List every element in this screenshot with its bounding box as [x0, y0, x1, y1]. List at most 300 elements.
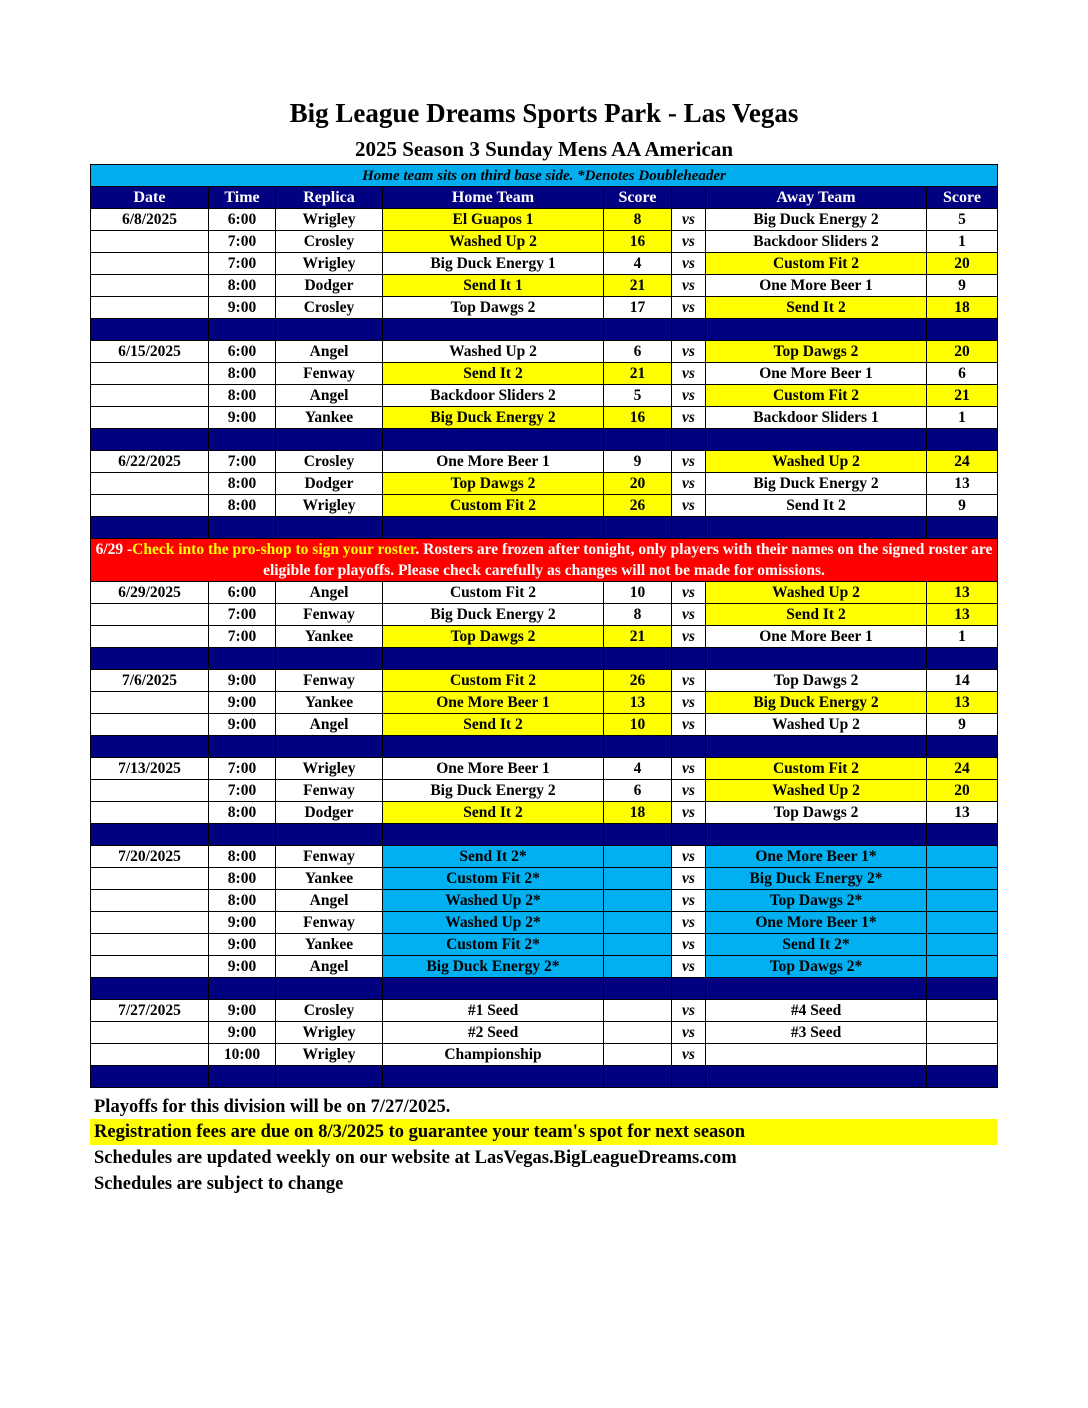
home-score: 21: [604, 275, 672, 297]
game-date: 6/29/2025: [91, 582, 209, 604]
separator-cell: [927, 648, 998, 670]
home-score: 4: [604, 758, 672, 780]
home-team: Send It 1: [383, 275, 604, 297]
home-score: 21: [604, 626, 672, 648]
game-time: 6:00: [209, 209, 276, 231]
game-date: 6/22/2025: [91, 451, 209, 473]
away-score: 13: [927, 802, 998, 824]
separator-cell: [604, 429, 672, 451]
field-replica: Wrigley: [276, 1044, 383, 1066]
separator-cell: [383, 824, 604, 846]
home-score: 18: [604, 802, 672, 824]
separator-cell: [927, 319, 998, 341]
separator-cell: [672, 1066, 706, 1088]
away-team: Big Duck Energy 2*: [706, 868, 927, 890]
home-score: [604, 868, 672, 890]
separator-cell: [706, 319, 927, 341]
change-note: Schedules are subject to change: [94, 1174, 344, 1194]
game-date: [91, 934, 209, 956]
home-team: Washed Up 2*: [383, 912, 604, 934]
separator-cell: [604, 1066, 672, 1088]
game-row: [91, 209, 998, 231]
away-team: Big Duck Energy 2: [706, 692, 927, 714]
away-team: Top Dawgs 2: [706, 341, 927, 363]
away-score: 14: [927, 670, 998, 692]
separator-cell: [91, 429, 209, 451]
field-replica: Yankee: [276, 407, 383, 429]
home-score: 9: [604, 451, 672, 473]
away-team: One More Beer 1: [706, 275, 927, 297]
home-score: 6: [604, 780, 672, 802]
away-team: One More Beer 1: [706, 626, 927, 648]
away-score: 20: [927, 341, 998, 363]
game-date: [91, 890, 209, 912]
home-score: 10: [604, 582, 672, 604]
home-team: Custom Fit 2: [383, 495, 604, 517]
separator-row: [91, 648, 998, 670]
home-team: Washed Up 2: [383, 341, 604, 363]
home-score: 6: [604, 341, 672, 363]
away-score: 1: [927, 626, 998, 648]
roster-notice-row: [91, 539, 998, 582]
home-team: Top Dawgs 2: [383, 626, 604, 648]
game-date: [91, 868, 209, 890]
game-row: [91, 714, 998, 736]
game-row: [91, 473, 998, 495]
home-score: [604, 934, 672, 956]
vs-label: vs: [672, 231, 706, 253]
field-replica: Wrigley: [276, 209, 383, 231]
game-row: [91, 758, 998, 780]
home-score: [604, 846, 672, 868]
home-team: One More Beer 1: [383, 692, 604, 714]
separator-cell: [383, 1066, 604, 1088]
notice-text: . Rosters are frozen after tonight, only players with their names on the signed roster are eligible for playoffs. Please check carefully as changes will not be made for omissions.: [263, 541, 993, 579]
away-team: One More Beer 1: [706, 363, 927, 385]
home-score: 17: [604, 297, 672, 319]
vs-label: vs: [672, 758, 706, 780]
game-date: [91, 231, 209, 253]
separator-cell: [209, 319, 276, 341]
field-replica: Angel: [276, 956, 383, 978]
game-time: 10:00: [209, 1044, 276, 1066]
field-replica: Crosley: [276, 1000, 383, 1022]
separator-cell: [672, 736, 706, 758]
separator-cell: [276, 319, 383, 341]
separator-cell: [209, 1066, 276, 1088]
game-time: 9:00: [209, 692, 276, 714]
away-score: [927, 1044, 998, 1066]
field-replica: Fenway: [276, 363, 383, 385]
separator-cell: [604, 648, 672, 670]
home-score: [604, 956, 672, 978]
separator-cell: [91, 517, 209, 539]
away-score: [927, 846, 998, 868]
game-date: [91, 407, 209, 429]
game-time: 8:00: [209, 868, 276, 890]
separator-row: [91, 824, 998, 846]
home-team: Send It 2: [383, 714, 604, 736]
game-row: [91, 363, 998, 385]
away-team: Top Dawgs 2*: [706, 956, 927, 978]
away-score: [927, 934, 998, 956]
header-home-score: Score: [604, 187, 672, 209]
home-score: [604, 1022, 672, 1044]
game-row: [91, 626, 998, 648]
vs-label: vs: [672, 473, 706, 495]
separator-row: [91, 429, 998, 451]
separator-cell: [672, 429, 706, 451]
separator-cell: [209, 517, 276, 539]
field-replica: Yankee: [276, 692, 383, 714]
separator-cell: [91, 648, 209, 670]
away-score: 13: [927, 604, 998, 626]
away-score: 24: [927, 758, 998, 780]
separator-cell: [672, 648, 706, 670]
field-replica: Crosley: [276, 297, 383, 319]
away-team: Backdoor Sliders 1: [706, 407, 927, 429]
game-time: 7:00: [209, 451, 276, 473]
separator-cell: [927, 1066, 998, 1088]
separator-cell: [276, 1066, 383, 1088]
vs-label: vs: [672, 297, 706, 319]
game-time: 8:00: [209, 802, 276, 824]
game-row: [91, 934, 998, 956]
separator-cell: [276, 978, 383, 1000]
game-time: 9:00: [209, 714, 276, 736]
game-time: 7:00: [209, 780, 276, 802]
game-date: [91, 780, 209, 802]
field-replica: Wrigley: [276, 1022, 383, 1044]
separator-cell: [91, 824, 209, 846]
game-date: [91, 473, 209, 495]
away-team: Washed Up 2: [706, 582, 927, 604]
game-time: 7:00: [209, 604, 276, 626]
game-time: 7:00: [209, 626, 276, 648]
vs-label: vs: [672, 209, 706, 231]
separator-cell: [91, 736, 209, 758]
game-row: [91, 912, 998, 934]
home-team: Big Duck Energy 1: [383, 253, 604, 275]
away-score: 20: [927, 253, 998, 275]
home-score: 20: [604, 473, 672, 495]
game-time: 6:00: [209, 582, 276, 604]
home-score: [604, 912, 672, 934]
separator-cell: [276, 736, 383, 758]
game-time: 9:00: [209, 1022, 276, 1044]
game-date: 6/15/2025: [91, 341, 209, 363]
away-team: Big Duck Energy 2: [706, 473, 927, 495]
home-team: Custom Fit 2: [383, 670, 604, 692]
field-replica: Dodger: [276, 473, 383, 495]
home-team: Custom Fit 2*: [383, 868, 604, 890]
header-away-team: Away Team: [706, 187, 927, 209]
away-score: 5: [927, 209, 998, 231]
away-score: 13: [927, 473, 998, 495]
home-score: [604, 1044, 672, 1066]
game-row: [91, 297, 998, 319]
vs-label: vs: [672, 692, 706, 714]
home-team: Washed Up 2: [383, 231, 604, 253]
home-score: 21: [604, 363, 672, 385]
away-score: 13: [927, 582, 998, 604]
away-team: Send It 2: [706, 604, 927, 626]
website-note: Schedules are updated weekly on our website at LasVegas.BigLeagueDreams.com: [94, 1148, 737, 1168]
game-row: [91, 868, 998, 890]
field-replica: Yankee: [276, 626, 383, 648]
separator-cell: [383, 517, 604, 539]
separator-cell: [209, 429, 276, 451]
game-row: [91, 1022, 998, 1044]
field-replica: Yankee: [276, 934, 383, 956]
vs-label: vs: [672, 604, 706, 626]
separator-cell: [383, 429, 604, 451]
home-team: Top Dawgs 2: [383, 473, 604, 495]
home-score: 26: [604, 495, 672, 517]
vs-label: vs: [672, 275, 706, 297]
game-time: 9:00: [209, 934, 276, 956]
game-row: [91, 846, 998, 868]
separator-cell: [209, 648, 276, 670]
away-score: 9: [927, 495, 998, 517]
separator-cell: [276, 648, 383, 670]
away-score: 20: [927, 780, 998, 802]
away-team: Top Dawgs 2: [706, 670, 927, 692]
away-team: Top Dawgs 2*: [706, 890, 927, 912]
game-row: [91, 692, 998, 714]
game-row: [91, 407, 998, 429]
game-date: [91, 297, 209, 319]
vs-label: vs: [672, 956, 706, 978]
field-replica: Fenway: [276, 604, 383, 626]
vs-label: vs: [672, 253, 706, 275]
separator-cell: [672, 824, 706, 846]
game-row: [91, 253, 998, 275]
field-replica: Fenway: [276, 780, 383, 802]
field-replica: Angel: [276, 582, 383, 604]
notice-prefix: 6/29 -: [95, 541, 133, 558]
separator-cell: [383, 736, 604, 758]
game-date: [91, 802, 209, 824]
game-date: 7/20/2025: [91, 846, 209, 868]
away-score: 9: [927, 714, 998, 736]
home-team: Big Duck Energy 2: [383, 407, 604, 429]
separator-cell: [672, 517, 706, 539]
vs-label: vs: [672, 363, 706, 385]
away-score: 1: [927, 407, 998, 429]
vs-label: vs: [672, 407, 706, 429]
separator-cell: [91, 978, 209, 1000]
separator-cell: [927, 824, 998, 846]
game-date: [91, 385, 209, 407]
separator-cell: [276, 824, 383, 846]
home-team: Send It 2: [383, 363, 604, 385]
vs-label: vs: [672, 626, 706, 648]
separator-row: [91, 736, 998, 758]
home-team: Big Duck Energy 2: [383, 780, 604, 802]
away-team: Backdoor Sliders 2: [706, 231, 927, 253]
separator-cell: [604, 824, 672, 846]
home-team: Custom Fit 2*: [383, 934, 604, 956]
vs-label: vs: [672, 846, 706, 868]
home-team: Send It 2*: [383, 846, 604, 868]
separator-cell: [209, 824, 276, 846]
home-team: Backdoor Sliders 2: [383, 385, 604, 407]
away-team: [706, 1044, 927, 1066]
away-score: [927, 912, 998, 934]
field-replica: Angel: [276, 385, 383, 407]
vs-label: vs: [672, 451, 706, 473]
away-score: 6: [927, 363, 998, 385]
header-time: Time: [209, 187, 276, 209]
away-score: [927, 868, 998, 890]
notice-highlight: Check into the pro-shop to sign your roster: [132, 541, 416, 558]
schedule-table: [90, 164, 998, 1088]
vs-label: vs: [672, 890, 706, 912]
home-score: 8: [604, 209, 672, 231]
header-vs: [672, 187, 706, 209]
game-time: 9:00: [209, 1000, 276, 1022]
field-replica: Dodger: [276, 275, 383, 297]
separator-row: [91, 319, 998, 341]
separator-cell: [604, 517, 672, 539]
registration-note: Registration fees are due on 8/3/2025 to guarantee your team's spot for next season: [90, 1119, 997, 1145]
home-score: 8: [604, 604, 672, 626]
header-date: Date: [91, 187, 209, 209]
vs-label: vs: [672, 868, 706, 890]
away-team: Washed Up 2: [706, 451, 927, 473]
home-score: 4: [604, 253, 672, 275]
game-row: [91, 1044, 998, 1066]
game-row: [91, 604, 998, 626]
field-replica: Crosley: [276, 451, 383, 473]
game-row: [91, 780, 998, 802]
separator-cell: [927, 517, 998, 539]
game-time: 8:00: [209, 473, 276, 495]
info-banner: Home team sits on third base side. *Denotes Doubleheader: [91, 165, 998, 187]
home-score: 16: [604, 407, 672, 429]
separator-cell: [276, 429, 383, 451]
game-date: 6/8/2025: [91, 209, 209, 231]
home-score: 10: [604, 714, 672, 736]
field-replica: Angel: [276, 341, 383, 363]
game-date: [91, 604, 209, 626]
away-team: One More Beer 1*: [706, 846, 927, 868]
game-date: [91, 495, 209, 517]
game-row: [91, 275, 998, 297]
separator-cell: [383, 319, 604, 341]
home-team: Washed Up 2*: [383, 890, 604, 912]
separator-cell: [672, 319, 706, 341]
away-score: 13: [927, 692, 998, 714]
game-date: [91, 626, 209, 648]
vs-label: vs: [672, 780, 706, 802]
header-away-score: Score: [927, 187, 998, 209]
game-date: 7/27/2025: [91, 1000, 209, 1022]
field-replica: Wrigley: [276, 495, 383, 517]
away-score: [927, 956, 998, 978]
home-score: [604, 890, 672, 912]
separator-cell: [706, 429, 927, 451]
field-replica: Fenway: [276, 912, 383, 934]
home-team: Custom Fit 2: [383, 582, 604, 604]
vs-label: vs: [672, 341, 706, 363]
separator-cell: [276, 517, 383, 539]
vs-label: vs: [672, 1022, 706, 1044]
separator-cell: [91, 1066, 209, 1088]
game-date: [91, 692, 209, 714]
vs-label: vs: [672, 912, 706, 934]
separator-cell: [706, 1066, 927, 1088]
game-row: [91, 231, 998, 253]
away-score: 1: [927, 231, 998, 253]
separator-row: [91, 517, 998, 539]
game-time: 6:00: [209, 341, 276, 363]
field-replica: Wrigley: [276, 758, 383, 780]
game-time: 8:00: [209, 846, 276, 868]
separator-cell: [209, 736, 276, 758]
game-time: 8:00: [209, 275, 276, 297]
separator-cell: [209, 978, 276, 1000]
game-row: [91, 341, 998, 363]
separator-cell: [604, 319, 672, 341]
field-replica: Angel: [276, 714, 383, 736]
game-time: 9:00: [209, 670, 276, 692]
vs-label: vs: [672, 385, 706, 407]
separator-cell: [383, 978, 604, 1000]
game-date: [91, 714, 209, 736]
home-team: Big Duck Energy 2: [383, 604, 604, 626]
away-team: Washed Up 2: [706, 714, 927, 736]
vs-label: vs: [672, 582, 706, 604]
separator-cell: [706, 517, 927, 539]
game-date: [91, 1044, 209, 1066]
separator-row: [91, 1066, 998, 1088]
away-score: 9: [927, 275, 998, 297]
game-time: 7:00: [209, 231, 276, 253]
game-time: 9:00: [209, 912, 276, 934]
vs-label: vs: [672, 802, 706, 824]
vs-label: vs: [672, 670, 706, 692]
separator-row: [91, 978, 998, 1000]
away-score: [927, 1022, 998, 1044]
home-team: Big Duck Energy 2*: [383, 956, 604, 978]
vs-label: vs: [672, 934, 706, 956]
game-time: 7:00: [209, 253, 276, 275]
game-row: [91, 451, 998, 473]
game-time: 9:00: [209, 956, 276, 978]
game-time: 8:00: [209, 363, 276, 385]
game-date: [91, 363, 209, 385]
away-team: Send It 2: [706, 297, 927, 319]
separator-cell: [91, 319, 209, 341]
game-time: 8:00: [209, 385, 276, 407]
separator-cell: [706, 648, 927, 670]
game-row: [91, 495, 998, 517]
away-team: Washed Up 2: [706, 780, 927, 802]
game-row: [91, 582, 998, 604]
away-team: Custom Fit 2: [706, 758, 927, 780]
game-time: 9:00: [209, 297, 276, 319]
away-team: #3 Seed: [706, 1022, 927, 1044]
home-score: [604, 1000, 672, 1022]
separator-cell: [604, 978, 672, 1000]
field-replica: Crosley: [276, 231, 383, 253]
separator-cell: [672, 978, 706, 1000]
header-replica: Replica: [276, 187, 383, 209]
home-team: Send It 2: [383, 802, 604, 824]
away-team: #4 Seed: [706, 1000, 927, 1022]
